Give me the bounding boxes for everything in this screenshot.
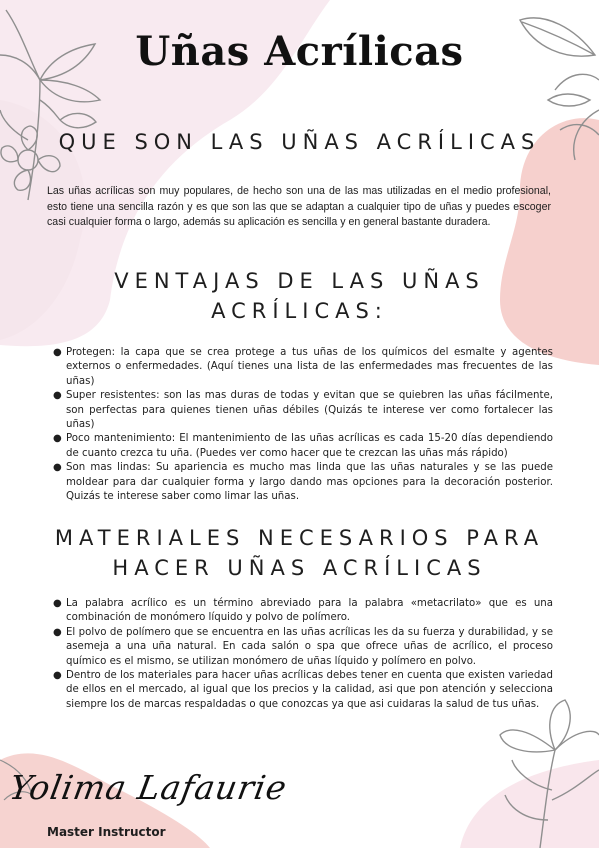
list-item: ● La palabra acrílico es un término abreviado para la palabra «metacrilato» que es una combinación de monómero líquido y polvo de polímero. xyxy=(53,598,553,624)
list-item: ● Poco mantenimiento: El mantenimiento de las uñas acrílicas es cada 15-20 días dependiendo de cuanto crezca tu uña. (Puedes ver como hacer que te crezcan las uñas más rápido) xyxy=(53,433,553,459)
list-item: ● Super resistentes: son las mas duras de todas y evitan que se quiebren las uñas fácilmente, son perfectas para quienes tienen uñas débiles (Quizás te interese ver como fortalecer las uñas) xyxy=(53,390,553,431)
signature: Yolima Lafaurie xyxy=(6,768,291,807)
bullet-icon: ● xyxy=(53,598,62,609)
bullet-icon: ● xyxy=(53,462,62,474)
list-item: ● Son mas lindas: Su apariencia es mucho mas linda que las uñas naturales y se las puede moldear para dar cualquier forma y largo dando mas opciones para la decoración posterior. Quizás te interese saber como limar las uñas. xyxy=(53,462,553,503)
bullet-icon: ● xyxy=(53,390,62,402)
ventajas-list xyxy=(48,346,553,504)
list-item: ● Protegen: la capa que se crea protege a tus uñas de los químicos del esmalte y agentes externos o enfermedades. (Aquí tienes una lista de las enfermedades mas frecuentes de las uñas) xyxy=(53,347,553,387)
author-role: Master Instructor xyxy=(47,825,166,839)
page-title: Uñas Acrílicas xyxy=(135,28,464,75)
bullet-icon: ● xyxy=(53,347,62,358)
bullet-icon: ● xyxy=(53,433,62,445)
list-item: ● El polvo de polímero que se encuentra en las uñas acrílicas les da su fuerza y durabilidad, y se asemeja a una uña natural. En cada salón o spa que ofrece uñas de acrílico, el proceso químico es el mismo, se utilizan monómero de uñas líquido y polímero en polvo. xyxy=(53,626,553,667)
bullet-icon: ● xyxy=(53,670,62,682)
materiales-list xyxy=(48,597,553,712)
bullet-icon: ● xyxy=(53,626,62,638)
section-heading-que-son: QUE SON LAS UÑAS ACRÍLICAS xyxy=(58,130,541,154)
intro-paragraph: Las uñas acrílicas son muy populares, de hecho son una de las mas utilizadas en el medio profesional, esto tiene una sencilla razón y es que son las que se adaptan a cualquier tipo de uñas y puedes escoger casi cualquier forma o largo, además su aplicación es sencilla y en general bastante duradera. xyxy=(47,185,551,228)
section-heading-materiales: MATERIALES NECESARIOS PARA HACER UÑAS ACRÍLICAS xyxy=(54,526,545,581)
section-heading-ventajas: VENTAJAS DE LAS UÑAS ACRÍLICAS: xyxy=(114,269,485,324)
list-item: ● Dentro de los materiales para hacer uñas acrílicas debes tener en cuenta que existen variedad de ellos en el mercado, al igual que los precios y la calidad, asi que pon atención y selecciona siempre los de marcas respaldadas o que conozcas ya que asi cuidaras la salud de tus uñas. xyxy=(53,670,553,710)
